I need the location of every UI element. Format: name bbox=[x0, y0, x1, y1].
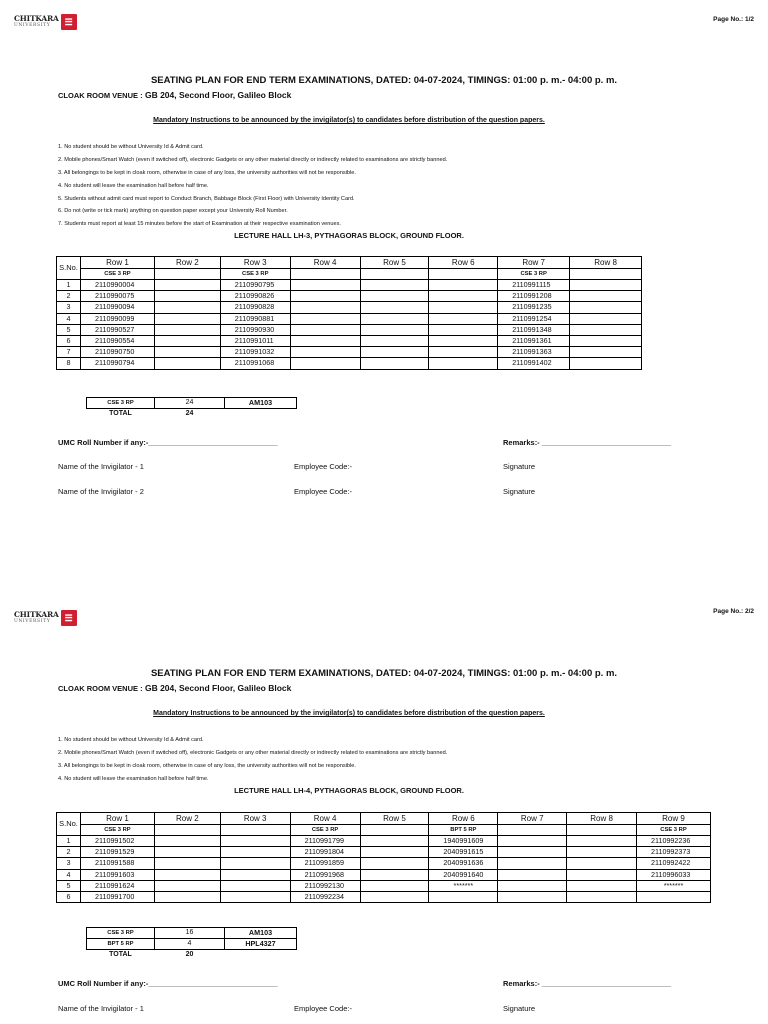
roll-number-cell bbox=[290, 280, 360, 291]
roll-number-cell bbox=[498, 869, 567, 880]
instruction-item: 4. No student will leave the examination hall before half time. bbox=[58, 182, 209, 189]
roll-number-cell: 2110991363 bbox=[498, 347, 570, 358]
roll-number-cell bbox=[154, 891, 220, 902]
roll-number-cell: 2110992130 bbox=[290, 880, 360, 891]
roll-number-cell bbox=[290, 313, 360, 324]
umc-roll-number: UMC Roll Number if any:-_______________________________ bbox=[58, 979, 278, 988]
summary-row bbox=[87, 939, 297, 950]
roll-number-cell bbox=[220, 836, 290, 847]
course-label: CSE 3 RP bbox=[80, 269, 154, 280]
cloak-room-venue bbox=[58, 683, 291, 693]
remarks: Remarks:- _______________________________ bbox=[503, 979, 672, 988]
summary-row bbox=[87, 928, 297, 939]
umc-roll-number: UMC Roll Number if any:-_______________________________ bbox=[58, 438, 278, 447]
table-header-row bbox=[57, 813, 711, 825]
table-row bbox=[57, 291, 642, 302]
course-label bbox=[429, 269, 498, 280]
roll-number-cell bbox=[570, 347, 642, 358]
course-label bbox=[220, 825, 290, 836]
summary-total-label: TOTAL bbox=[109, 410, 132, 418]
employee-code-label: Employee Code:- bbox=[294, 462, 352, 471]
course-label: CSE 3 RP bbox=[498, 269, 570, 280]
roll-number-cell: 2110991603 bbox=[80, 869, 154, 880]
instructions-list bbox=[58, 141, 447, 231]
hall-heading: LECTURE HALL LH-3, PYTHAGORAS BLOCK, GROUND FLOOR. bbox=[234, 231, 464, 240]
page-number: Page No.: 2/2 bbox=[713, 608, 754, 615]
roll-number-cell bbox=[360, 324, 429, 335]
roll-number-cell bbox=[154, 880, 220, 891]
roll-number-cell bbox=[154, 313, 220, 324]
course-label bbox=[290, 269, 360, 280]
table-row bbox=[57, 313, 642, 324]
table-row bbox=[57, 358, 642, 369]
seating-table bbox=[56, 812, 711, 903]
roll-number-cell: 2110990099 bbox=[80, 313, 154, 324]
roll-number-cell bbox=[154, 869, 220, 880]
mandatory-instructions-heading: Mandatory Instructions to be announced by the invigilator(s) to candidates before distribution of the question papers. bbox=[153, 117, 545, 124]
sno-cell: 8 bbox=[57, 358, 81, 369]
sno-cell: 3 bbox=[57, 302, 81, 313]
hall-heading: LECTURE HALL LH-4, PYTHAGORAS BLOCK, GROUND FLOOR. bbox=[234, 786, 464, 795]
course-label: CSE 3 RP bbox=[636, 825, 710, 836]
roll-number-cell bbox=[570, 335, 642, 346]
roll-number-cell: 2110991208 bbox=[498, 291, 570, 302]
roll-number-cell bbox=[360, 291, 429, 302]
mandatory-instructions-heading: Mandatory Instructions to be announced by the invigilator(s) to candidates before distribution of the question papers. bbox=[153, 710, 545, 717]
course-label bbox=[360, 825, 429, 836]
instructions-list bbox=[58, 734, 447, 786]
roll-number-cell: 2110990554 bbox=[80, 335, 154, 346]
table-subheader-row bbox=[57, 825, 711, 836]
roll-number-cell bbox=[570, 280, 642, 291]
roll-number-cell bbox=[567, 891, 637, 902]
table-row bbox=[57, 280, 642, 291]
summary-table bbox=[86, 927, 297, 961]
row-header: Row 2 bbox=[154, 813, 220, 825]
roll-number-cell: ******* bbox=[429, 880, 498, 891]
roll-number-cell bbox=[360, 335, 429, 346]
roll-number-cell bbox=[429, 891, 498, 902]
roll-number-cell bbox=[154, 280, 220, 291]
roll-number-cell bbox=[220, 847, 290, 858]
invigilator-1-label: Name of the Invigilator - 1 bbox=[58, 462, 144, 471]
summary-category: CSE 3 RP bbox=[87, 928, 155, 939]
page-title: SEATING PLAN FOR END TERM EXAMINATIONS, DATED: 04-07-2024, TIMINGS: 01:00 p. m.- 04:00 p. m. bbox=[150, 668, 618, 679]
summary-room: AM103 bbox=[225, 398, 297, 409]
roll-number-cell: 2110992373 bbox=[636, 847, 710, 858]
roll-number-cell: 2110991859 bbox=[290, 858, 360, 869]
instruction-item: 7. Students must report at least 15 minutes before the start of Examination at their respective examination venues. bbox=[58, 221, 341, 228]
roll-number-cell bbox=[154, 847, 220, 858]
table-row bbox=[57, 302, 642, 313]
roll-number-cell bbox=[290, 324, 360, 335]
table-row bbox=[57, 347, 642, 358]
summary-total-value: 20 bbox=[185, 951, 194, 959]
logo-brand: CHITKARA UNIVERSITY bbox=[14, 14, 59, 28]
row-header: Row 7 bbox=[498, 257, 570, 269]
roll-number-cell bbox=[360, 847, 429, 858]
roll-number-cell bbox=[570, 302, 642, 313]
roll-number-cell bbox=[154, 858, 220, 869]
roll-number-cell: 2110990004 bbox=[80, 280, 154, 291]
roll-number-cell: 2110991235 bbox=[498, 302, 570, 313]
seating-table bbox=[56, 256, 642, 370]
roll-number-cell bbox=[567, 880, 637, 891]
page-number: Page No.: 1/2 bbox=[713, 16, 754, 23]
roll-number-cell bbox=[154, 291, 220, 302]
roll-number-cell: 2110991115 bbox=[498, 280, 570, 291]
row-header: Row 3 bbox=[220, 813, 290, 825]
roll-number-cell bbox=[570, 291, 642, 302]
roll-number-cell bbox=[498, 847, 567, 858]
roll-number-cell: 2110990527 bbox=[80, 324, 154, 335]
roll-number-cell: 2110990075 bbox=[80, 291, 154, 302]
course-label: CSE 3 RP bbox=[290, 825, 360, 836]
signature-label: Signature bbox=[503, 1004, 536, 1013]
invigilator-1-label: Name of the Invigilator - 1 bbox=[58, 1004, 144, 1013]
sno-cell: 5 bbox=[57, 324, 81, 335]
roll-number-cell bbox=[220, 891, 290, 902]
summary-total-row bbox=[87, 950, 297, 961]
roll-number-cell bbox=[498, 891, 567, 902]
roll-number-cell: 2110990930 bbox=[220, 324, 290, 335]
roll-number-cell bbox=[429, 280, 498, 291]
roll-number-cell bbox=[290, 358, 360, 369]
instruction-item: 2. Mobile phones/Smart Watch (even if switched off), electronic Gadgets or any other material directly or indirectly related to examinations are strictly banned. bbox=[58, 156, 448, 163]
university-logo bbox=[14, 610, 77, 626]
roll-number-cell: 2110996033 bbox=[636, 869, 710, 880]
row-header: Row 2 bbox=[154, 257, 220, 269]
row-header: Row 5 bbox=[360, 257, 429, 269]
course-label bbox=[154, 825, 220, 836]
logo-mark-icon: ☰ bbox=[61, 14, 77, 30]
roll-number-cell: 2110991968 bbox=[290, 869, 360, 880]
table-row bbox=[57, 836, 711, 847]
summary-count: 16 bbox=[155, 928, 225, 939]
table-header-row bbox=[57, 257, 642, 269]
roll-number-cell bbox=[154, 358, 220, 369]
instruction-item: 3. All belongings to be kept in cloak room, otherwise in case of any loss, the university authorities will not be responsible. bbox=[58, 762, 356, 769]
summary-count: 24 bbox=[155, 398, 225, 409]
roll-number-cell: 2110991799 bbox=[290, 836, 360, 847]
roll-number-cell: 2110991804 bbox=[290, 847, 360, 858]
roll-number-cell: 2110991588 bbox=[80, 858, 154, 869]
table-row bbox=[57, 858, 711, 869]
summary-total-row bbox=[87, 409, 297, 420]
cloak-room-label: CLOAK ROOM VENUE : bbox=[58, 684, 143, 693]
instruction-item: 2. Mobile phones/Smart Watch (even if switched off), electronic Gadgets or any other material directly or indirectly related to examinations are strictly banned. bbox=[58, 749, 448, 756]
roll-number-cell bbox=[360, 891, 429, 902]
row-header: Row 6 bbox=[429, 257, 498, 269]
roll-number-cell: 2110990795 bbox=[220, 280, 290, 291]
table-row bbox=[57, 324, 642, 335]
roll-number-cell bbox=[360, 347, 429, 358]
table-row bbox=[57, 891, 711, 902]
cloak-room-label: CLOAK ROOM VENUE : bbox=[58, 91, 143, 100]
roll-number-cell bbox=[220, 869, 290, 880]
roll-number-cell: 2110990828 bbox=[220, 302, 290, 313]
page-2 bbox=[0, 560, 768, 1024]
roll-number-cell bbox=[154, 836, 220, 847]
logo-mark-icon: ☰ bbox=[61, 610, 77, 626]
roll-number-cell: 2110991348 bbox=[498, 324, 570, 335]
roll-number-cell: 2110991068 bbox=[220, 358, 290, 369]
roll-number-cell bbox=[360, 358, 429, 369]
roll-number-cell: 2110992236 bbox=[636, 836, 710, 847]
course-label: CSE 3 RP bbox=[80, 825, 154, 836]
sno-cell: 2 bbox=[57, 291, 81, 302]
sno-cell: 5 bbox=[57, 880, 81, 891]
page-title: SEATING PLAN FOR END TERM EXAMINATIONS, DATED: 04-07-2024, TIMINGS: 01:00 p. m.- 04:00 p. m. bbox=[150, 75, 618, 86]
roll-number-cell bbox=[570, 313, 642, 324]
table-row bbox=[57, 335, 642, 346]
row-header: Row 1 bbox=[80, 257, 154, 269]
employee-code-label: Employee Code:- bbox=[294, 1004, 352, 1013]
row-header: Row 8 bbox=[567, 813, 637, 825]
roll-number-cell bbox=[360, 280, 429, 291]
row-header: Row 4 bbox=[290, 257, 360, 269]
instruction-item: 3. All belongings to be kept in cloak room, otherwise in case of any loss, the university authorities will not be responsible. bbox=[58, 169, 356, 176]
roll-number-cell bbox=[154, 335, 220, 346]
table-row bbox=[57, 847, 711, 858]
university-logo bbox=[14, 14, 77, 30]
roll-number-cell bbox=[360, 880, 429, 891]
roll-number-cell bbox=[429, 313, 498, 324]
summary-room: AM103 bbox=[225, 928, 297, 939]
course-label bbox=[154, 269, 220, 280]
summary-count: 4 bbox=[155, 939, 225, 950]
roll-number-cell bbox=[498, 836, 567, 847]
cloak-room-venue bbox=[58, 90, 291, 100]
roll-number-cell bbox=[567, 869, 637, 880]
roll-number-cell bbox=[429, 302, 498, 313]
roll-number-cell: 2110990094 bbox=[80, 302, 154, 313]
sno-cell: 3 bbox=[57, 858, 81, 869]
sno-cell: 1 bbox=[57, 280, 81, 291]
cloak-room-value: GB 204, Second Floor, Galileo Block bbox=[142, 90, 292, 100]
course-label bbox=[498, 825, 567, 836]
roll-number-cell: 2110992234 bbox=[290, 891, 360, 902]
remarks: Remarks:- _______________________________ bbox=[503, 438, 672, 447]
roll-number-cell: 2110991529 bbox=[80, 847, 154, 858]
roll-number-cell: 2040991615 bbox=[429, 847, 498, 858]
summary-row bbox=[87, 398, 297, 409]
roll-number-cell bbox=[636, 891, 710, 902]
roll-number-cell bbox=[360, 836, 429, 847]
summary-room: HPL4327 bbox=[225, 939, 297, 950]
instruction-item: 4. No student will leave the examination hall before half time. bbox=[58, 775, 209, 782]
row-header: Row 8 bbox=[570, 257, 642, 269]
roll-number-cell: 2040991636 bbox=[429, 858, 498, 869]
row-header: Row 5 bbox=[360, 813, 429, 825]
table-row bbox=[57, 880, 711, 891]
instruction-item: 5. Students without admit card must report to Conduct Branch, Babbage Block (First Floor) with University Identity Card. bbox=[58, 195, 355, 202]
summary-total-label: TOTAL bbox=[109, 951, 132, 959]
roll-number-cell: 2110990881 bbox=[220, 313, 290, 324]
instruction-item: 6. Do not (write or tick mark) anything on question paper except your University Roll Number. bbox=[58, 208, 288, 215]
roll-number-cell bbox=[360, 858, 429, 869]
course-label bbox=[570, 269, 642, 280]
sno-header: S.No. bbox=[57, 257, 81, 280]
instruction-item: 1. No student should be without University Id & Admit card. bbox=[58, 144, 204, 150]
row-header: Row 3 bbox=[220, 257, 290, 269]
roll-number-cell bbox=[290, 347, 360, 358]
roll-number-cell bbox=[360, 302, 429, 313]
roll-number-cell bbox=[429, 291, 498, 302]
roll-number-cell: 1940991609 bbox=[429, 836, 498, 847]
sno-cell: 7 bbox=[57, 347, 81, 358]
row-header: Row 9 bbox=[636, 813, 710, 825]
roll-number-cell: 2110991011 bbox=[220, 335, 290, 346]
roll-number-cell bbox=[290, 302, 360, 313]
row-header: Row 4 bbox=[290, 813, 360, 825]
roll-number-cell: 2110990826 bbox=[220, 291, 290, 302]
roll-number-cell bbox=[429, 335, 498, 346]
row-header: Row 1 bbox=[80, 813, 154, 825]
roll-number-cell bbox=[429, 347, 498, 358]
roll-number-cell bbox=[498, 858, 567, 869]
roll-number-cell bbox=[570, 324, 642, 335]
roll-number-cell bbox=[220, 858, 290, 869]
roll-number-cell bbox=[154, 324, 220, 335]
roll-number-cell bbox=[220, 880, 290, 891]
employee-code-label: Employee Code:- bbox=[294, 487, 352, 496]
sno-cell: 4 bbox=[57, 313, 81, 324]
roll-number-cell bbox=[360, 313, 429, 324]
sno-cell: 2 bbox=[57, 847, 81, 858]
roll-number-cell bbox=[429, 324, 498, 335]
roll-number-cell bbox=[290, 335, 360, 346]
roll-number-cell bbox=[154, 347, 220, 358]
roll-number-cell bbox=[498, 880, 567, 891]
roll-number-cell: 2110992422 bbox=[636, 858, 710, 869]
roll-number-cell: 2110991700 bbox=[80, 891, 154, 902]
roll-number-cell bbox=[290, 291, 360, 302]
roll-number-cell: 2110991361 bbox=[498, 335, 570, 346]
sno-cell: 6 bbox=[57, 335, 81, 346]
roll-number-cell: 2110991254 bbox=[498, 313, 570, 324]
summary-total-value: 24 bbox=[185, 410, 194, 418]
summary-table bbox=[86, 397, 297, 419]
sno-cell: 6 bbox=[57, 891, 81, 902]
roll-number-cell bbox=[570, 358, 642, 369]
table-subheader-row bbox=[57, 269, 642, 280]
logo-brand: CHITKARA UNIVERSITY bbox=[14, 610, 59, 624]
signature-label: Signature bbox=[503, 462, 536, 471]
invigilator-2-label: Name of the Invigilator - 2 bbox=[58, 487, 144, 496]
roll-number-cell bbox=[360, 869, 429, 880]
table-row bbox=[57, 869, 711, 880]
roll-number-cell: 2110990750 bbox=[80, 347, 154, 358]
roll-number-cell: 2110990794 bbox=[80, 358, 154, 369]
course-label bbox=[360, 269, 429, 280]
sno-header: S.No. bbox=[57, 813, 81, 836]
row-header: Row 7 bbox=[498, 813, 567, 825]
course-label: BPT 5 RP bbox=[429, 825, 498, 836]
summary-category: CSE 3 RP bbox=[87, 398, 155, 409]
sno-cell: 1 bbox=[57, 836, 81, 847]
roll-number-cell: 2110991032 bbox=[220, 347, 290, 358]
cloak-room-value: GB 204, Second Floor, Galileo Block bbox=[142, 683, 292, 693]
roll-number-cell: 2110991624 bbox=[80, 880, 154, 891]
roll-number-cell: ******* bbox=[636, 880, 710, 891]
row-header: Row 6 bbox=[429, 813, 498, 825]
course-label: CSE 3 RP bbox=[220, 269, 290, 280]
sno-cell: 4 bbox=[57, 869, 81, 880]
roll-number-cell: 2110991402 bbox=[498, 358, 570, 369]
roll-number-cell bbox=[429, 358, 498, 369]
roll-number-cell bbox=[567, 847, 637, 858]
course-label bbox=[567, 825, 637, 836]
summary-category: BPT 5 RP bbox=[87, 939, 155, 950]
roll-number-cell bbox=[567, 858, 637, 869]
roll-number-cell bbox=[154, 302, 220, 313]
roll-number-cell: 2040991640 bbox=[429, 869, 498, 880]
roll-number-cell bbox=[567, 836, 637, 847]
instruction-item: 1. No student should be without University Id & Admit card. bbox=[58, 737, 204, 743]
signature-label: Signature bbox=[503, 487, 536, 496]
roll-number-cell: 2110991502 bbox=[80, 836, 154, 847]
